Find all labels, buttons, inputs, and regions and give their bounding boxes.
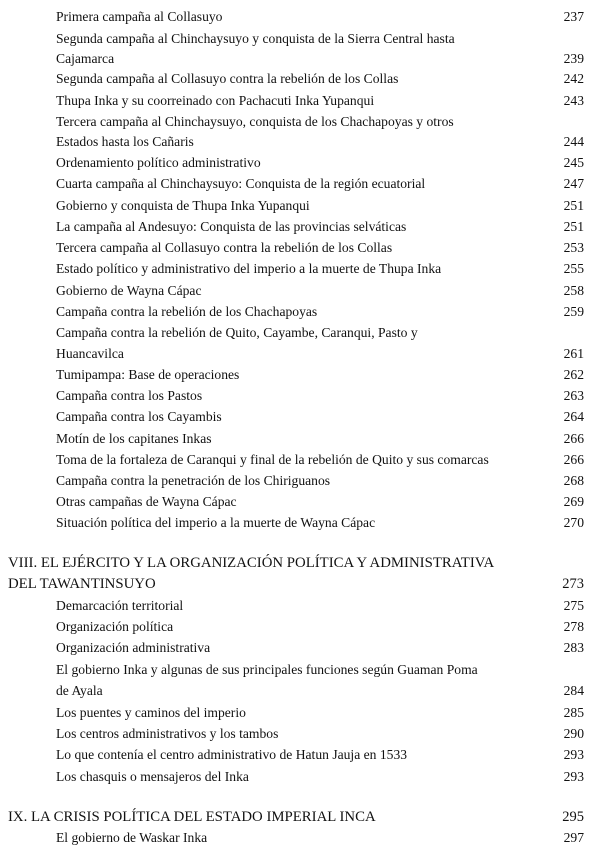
toc-entry-page: 259 — [563, 304, 584, 319]
toc-entry-title-cont: Cajamarca — [56, 51, 115, 66]
toc-entry — [0, 723, 600, 745]
toc-entry-page: 263 — [563, 388, 584, 403]
toc-entry-page: 244 — [563, 134, 584, 149]
toc-entry — [0, 48, 600, 70]
toc-entry-title: Tercera campaña al Collasuyo contra la rebelión de los Collas — [56, 240, 393, 255]
toc-entry-page: 243 — [563, 93, 584, 108]
toc-entry-page: 284 — [563, 683, 584, 698]
toc-entry-title: Situación política del imperio a la muerte de Wayna Cápac — [56, 515, 376, 530]
toc-entry-title: Segunda campaña al Collasuyo contra la rebelión de los Collas — [56, 71, 399, 86]
toc-entry-title: Demarcación territorial — [56, 598, 184, 613]
toc-entry-title: Segunda campaña al Chinchaysuyo y conquista de la Sierra Central hasta — [56, 31, 455, 46]
toc-entry — [0, 659, 600, 681]
toc-entry-page: 270 — [563, 515, 584, 530]
toc-entry-page: 251 — [563, 198, 584, 213]
toc-entry-page: 258 — [563, 283, 584, 298]
toc-entry-page: 239 — [563, 51, 584, 66]
toc-entry — [0, 406, 600, 428]
toc-entry-title: Campaña contra la penetración de los Chiriguanos — [56, 473, 331, 488]
toc-entry — [0, 744, 600, 766]
toc-entry — [0, 449, 600, 471]
chapter-heading — [0, 552, 600, 574]
toc-entry — [0, 491, 600, 513]
toc-entry — [0, 470, 600, 492]
toc-entry-title: Campaña contra la rebelión de los Chachapoyas — [56, 304, 318, 319]
toc-entry-page: 285 — [563, 705, 584, 720]
toc-entry-title-cont: Huancavilca — [56, 346, 124, 361]
toc-entry — [0, 173, 600, 195]
toc-entry — [0, 237, 600, 259]
toc-entry — [0, 616, 600, 638]
toc-entry — [0, 385, 600, 407]
toc-entry-title-cont: de Ayala — [56, 683, 103, 698]
toc-entry-title: Motín de los capitanes Inkas — [56, 431, 212, 446]
toc-entry-page: 251 — [563, 219, 584, 234]
toc-entry — [0, 680, 600, 702]
toc-entry — [0, 766, 600, 788]
toc-entry — [0, 301, 600, 323]
toc-entry-title-cont: Estados hasta los Cañaris — [56, 134, 194, 149]
toc-entry-page: 255 — [563, 261, 584, 276]
toc-entry-page: 290 — [563, 726, 584, 741]
toc-entry — [0, 90, 600, 112]
toc-entry-page: 266 — [563, 452, 584, 467]
toc-entry — [0, 131, 600, 153]
toc-entry-page: 293 — [563, 769, 584, 784]
toc-entry-title: Campaña contra los Cayambis — [56, 409, 222, 424]
toc-entry-title: Campaña contra la rebelión de Quito, Cayambe, Caranqui, Pasto y — [56, 325, 418, 340]
toc-entry — [0, 68, 600, 90]
toc-entry-page: 283 — [563, 640, 584, 655]
toc-entry-title: Primera campaña al Collasuyo — [56, 9, 223, 24]
toc-entry — [0, 28, 600, 50]
toc-entry-title: Lo que contenía el centro administrativo de Hatun Jauja en 1533 — [56, 747, 408, 762]
chapter-page: 273 — [562, 576, 584, 592]
toc-entry-title: Los chasquis o mensajeros del Inka — [56, 769, 249, 784]
toc-entry-title: Organización administrativa — [56, 640, 211, 655]
toc-entry-title: Toma de la fortaleza de Caranqui y final de la rebelión de Quito y sus comarcas — [56, 452, 489, 467]
toc-entry-title: Tercera campaña al Chinchaysuyo, conquista de los Chachapoyas y otros — [56, 114, 454, 129]
toc-entry — [0, 152, 600, 174]
toc-entry-title: El gobierno de Waskar Inka — [56, 830, 208, 845]
toc-entry — [0, 258, 600, 280]
toc-entry — [0, 637, 600, 659]
toc-entry-page: 237 — [563, 9, 584, 24]
chapter-title: VIII. EL EJÉRCITO Y LA ORGANIZACIÓN POLÍTICA Y ADMINISTRATIVA — [8, 555, 495, 571]
toc-entry — [0, 322, 600, 344]
toc-entry-title: Los puentes y caminos del imperio — [56, 705, 246, 720]
toc-entry-title: El gobierno Inka y algunas de sus principales funciones según Guaman Poma — [56, 662, 478, 677]
toc-entry-title: Tumipampa: Base de operaciones — [56, 367, 240, 382]
toc-entry — [0, 512, 600, 534]
chapter-heading — [0, 806, 600, 828]
toc-entry-page: 247 — [563, 176, 584, 191]
toc-entry — [0, 6, 600, 28]
toc-entry-page: 242 — [563, 71, 584, 86]
toc-entry-page: 268 — [563, 473, 584, 488]
toc-entry-page: 253 — [563, 240, 584, 255]
toc-entry-title: Gobierno y conquista de Thupa Inka Yupanqui — [56, 198, 310, 213]
toc-entry-page: 264 — [563, 409, 584, 424]
toc-entry-page: 293 — [563, 747, 584, 762]
toc-entry-page: 245 — [563, 155, 584, 170]
toc-entry — [0, 195, 600, 217]
toc-entry — [0, 111, 600, 133]
toc-entry-title: Los centros administrativos y los tambos — [56, 726, 279, 741]
toc-entry-title: Otras campañas de Wayna Cápac — [56, 494, 237, 509]
toc-entry — [0, 428, 600, 450]
toc-entry — [0, 827, 600, 849]
toc-entry-page: 297 — [563, 830, 584, 845]
toc-entry — [0, 343, 600, 365]
toc-entry — [0, 364, 600, 386]
toc-entry-title: Campaña contra los Pastos — [56, 388, 203, 403]
toc-entry-page: 269 — [563, 494, 584, 509]
toc-entry — [0, 280, 600, 302]
toc-entry — [0, 595, 600, 617]
chapter-title-cont: DEL TAWANTINSUYO — [8, 576, 156, 592]
toc-entry-title: Gobierno de Wayna Cápac — [56, 283, 202, 298]
toc-entry-title: Organización política — [56, 619, 174, 634]
chapter-title: IX. LA CRISIS POLÍTICA DEL ESTADO IMPERIAL INCA — [8, 809, 376, 825]
toc-entry-page: 266 — [563, 431, 584, 446]
toc-entry-page: 261 — [563, 346, 584, 361]
chapter-page: 295 — [562, 809, 584, 825]
toc-entry-title: Estado político y administrativo del imperio a la muerte de Thupa Inka — [56, 261, 442, 276]
toc-entry — [0, 702, 600, 724]
toc-entry — [0, 216, 600, 238]
toc-entry-page: 278 — [563, 619, 584, 634]
chapter-heading — [0, 573, 600, 595]
toc-entry-title: La campaña al Andesuyo: Conquista de las provincias selváticas — [56, 219, 407, 234]
toc-entry-page: 262 — [563, 367, 584, 382]
toc-entry-title: Thupa Inka y su coorreinado con Pachacuti Inka Yupanqui — [56, 93, 375, 108]
toc-entry-title: Cuarta campaña al Chinchaysuyo: Conquista de la región ecuatorial — [56, 176, 426, 191]
toc-entry-title: Ordenamiento político administrativo — [56, 155, 261, 170]
toc-entry-page: 275 — [563, 598, 584, 613]
